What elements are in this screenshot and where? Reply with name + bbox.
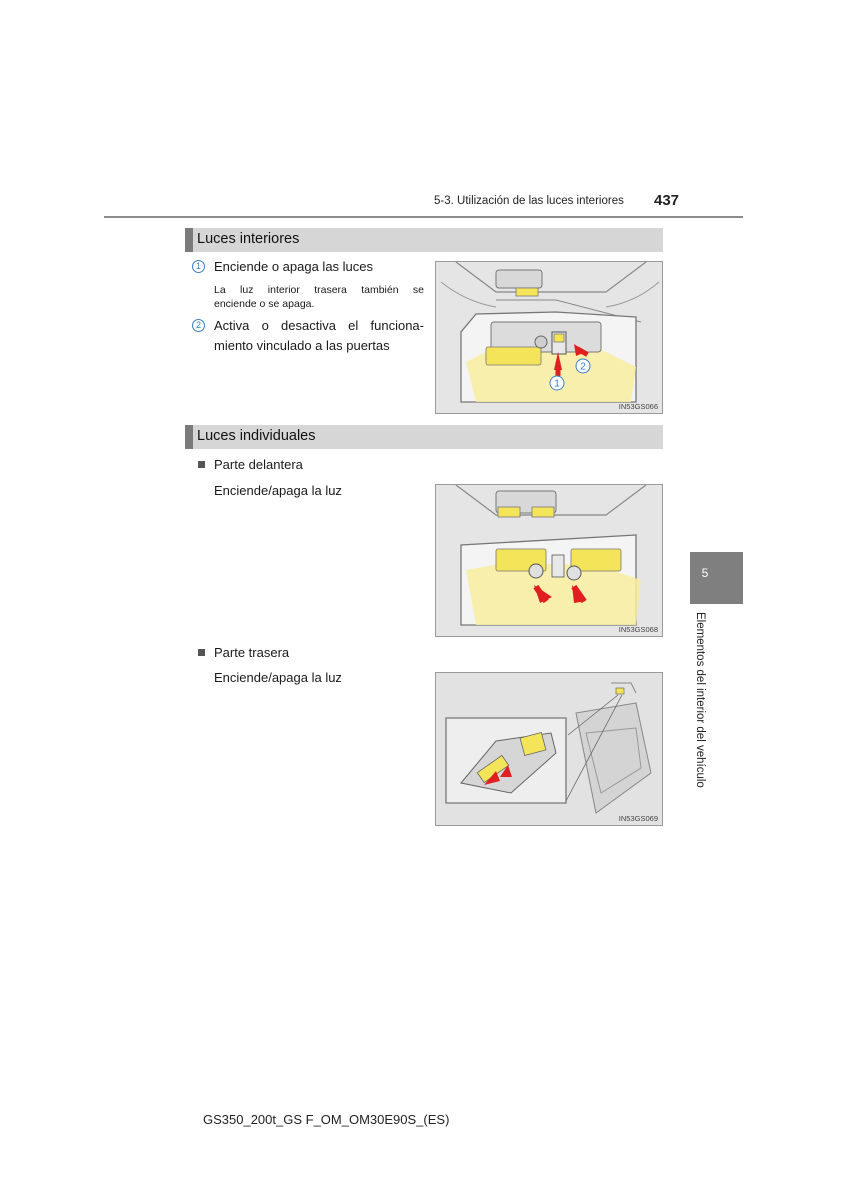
figure-code: IN53GS069 xyxy=(618,814,658,823)
document-code-footer: GS350_200t_GS F_OM_OM30E90S_(ES) xyxy=(203,1112,450,1127)
item-2-text-line-2: miento vinculado a las puertas xyxy=(214,338,390,353)
item-2-text-line-1: Activa o desactiva el funciona- xyxy=(214,318,424,333)
chapter-tab[interactable] xyxy=(690,552,743,604)
svg-text:2: 2 xyxy=(580,361,586,373)
rear-text: Enciende/apaga la luz xyxy=(214,670,342,685)
rear-cabin-illustration xyxy=(436,673,663,826)
bullet-square-icon xyxy=(198,649,205,656)
item-1-text: Enciende o apaga las luces xyxy=(214,259,374,274)
running-header-title: 5-3. Utilización de las luces interiores xyxy=(434,195,624,207)
front-console-illustration xyxy=(436,485,663,637)
page-number: 437 xyxy=(654,192,680,209)
note-line-1: La luz interior trasera también se xyxy=(214,284,424,296)
section-heading-interior-lights xyxy=(185,228,663,252)
bullet-square-icon xyxy=(198,461,205,468)
front-text: Enciende/apaga la luz xyxy=(214,483,342,498)
svg-text:1: 1 xyxy=(554,378,560,390)
figure-code: IN53GS068 xyxy=(618,625,658,634)
header-rule xyxy=(104,216,743,218)
subsection-title-front: Parte delantera xyxy=(214,457,303,472)
note-line-2: enciende o se apaga. xyxy=(214,298,315,310)
figure-interior-lights xyxy=(435,261,663,414)
callout-number-1: 1 xyxy=(192,260,205,273)
section-title: Luces individuales xyxy=(197,428,316,444)
overhead-console-illustration xyxy=(436,262,663,414)
callout-number-2: 2 xyxy=(192,319,205,332)
figure-code: IN53GS066 xyxy=(618,402,658,411)
figure-rear-lights xyxy=(435,672,663,826)
chapter-number: 5 xyxy=(701,566,709,580)
chapter-title-vertical: Elementos del interior del vehículo xyxy=(694,612,706,788)
section-heading-individual-lights xyxy=(185,425,663,449)
subsection-title-rear: Parte trasera xyxy=(214,645,290,660)
section-title: Luces interiores xyxy=(197,231,300,247)
figure-front-lights xyxy=(435,484,663,637)
